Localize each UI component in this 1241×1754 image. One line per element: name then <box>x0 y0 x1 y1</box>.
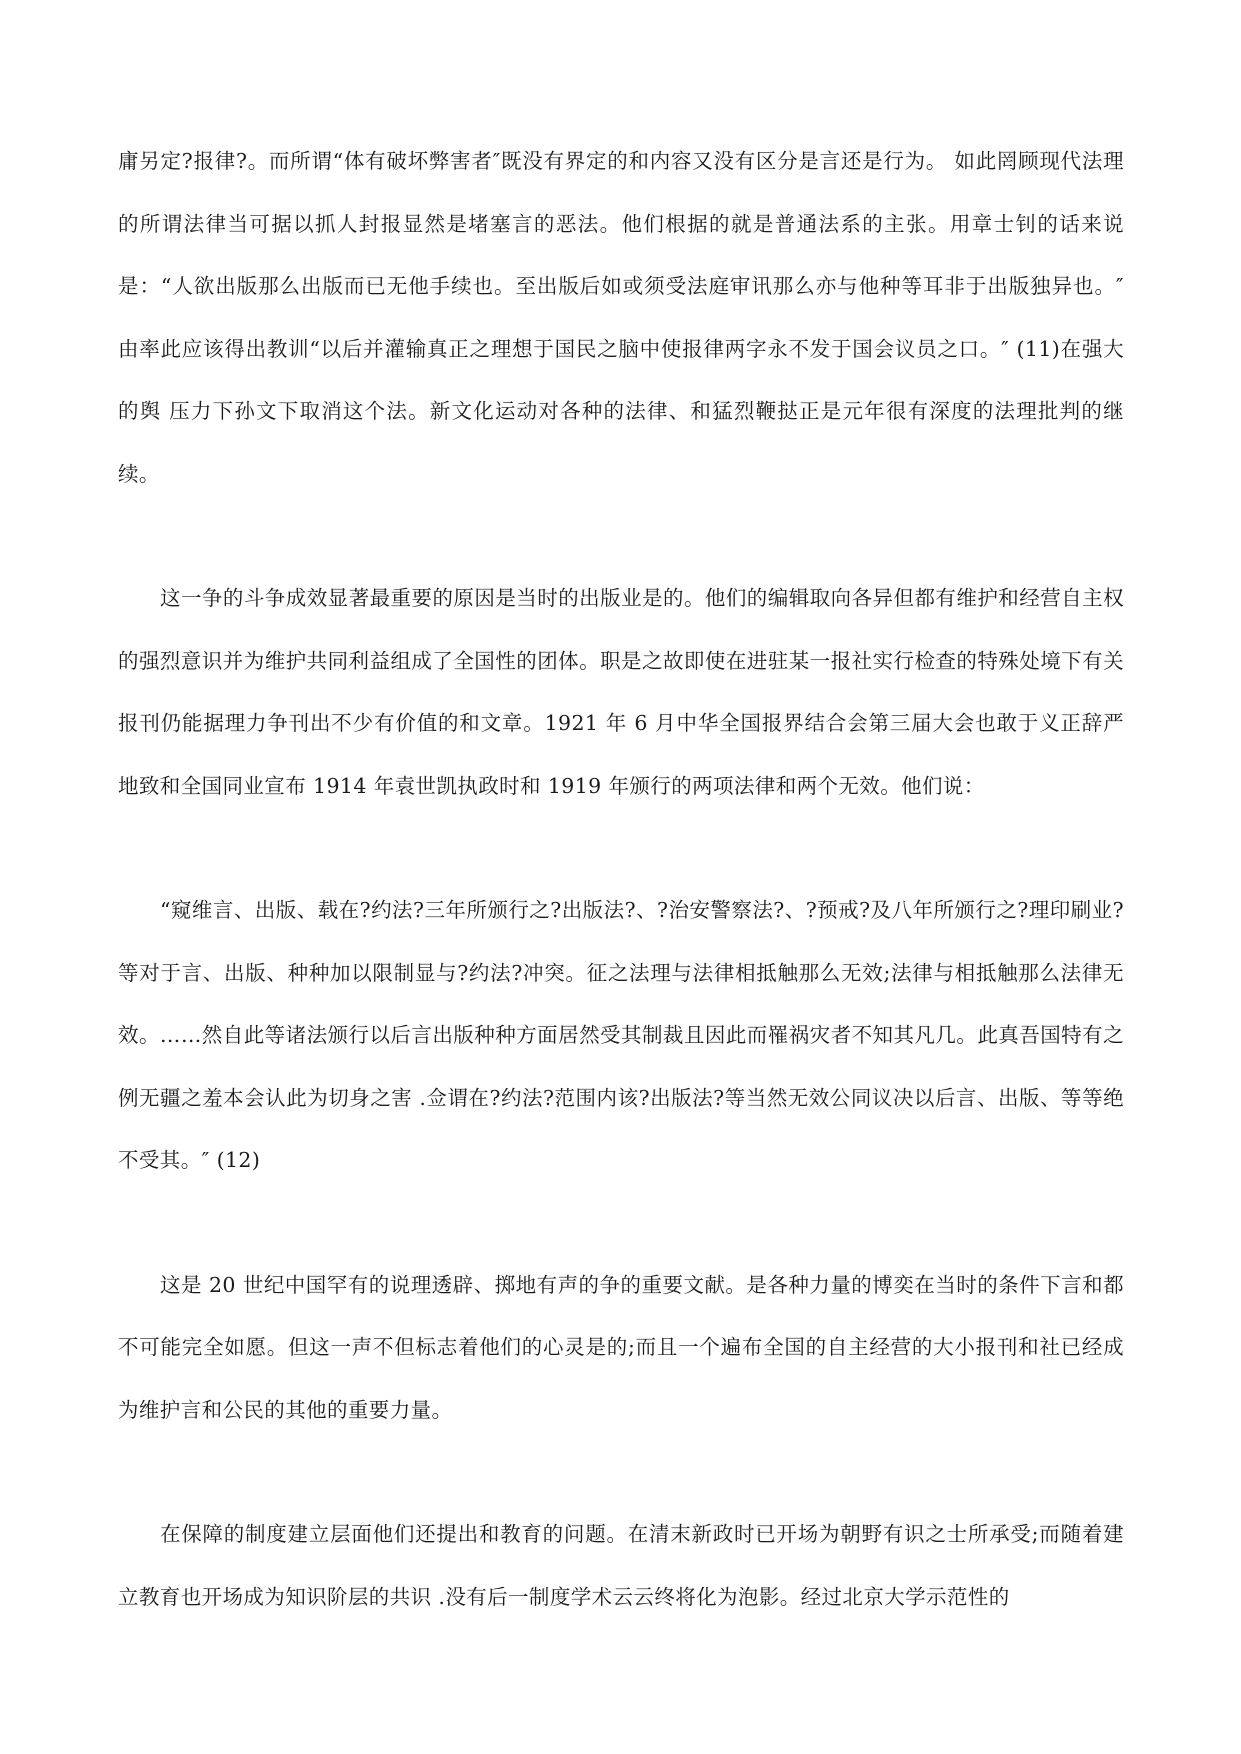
document-page <box>118 130 1124 1628</box>
paragraph-5: 在保障的制度建立层面他们还提出和教育的问题。在清末新政时已开场为朝野有识之士所承受;而随着建立教育也开场成为知识阶层的共识 .没有后一制度学术云云终将化为泡影。经过北京大学示范性的 <box>118 1522 1124 1609</box>
paragraph-1: 庸另定?报律?。而所谓“体有破坏弊害者″既没有界定的和内容又没有区分是言还是行为。 如此罔顾现代法理的所谓法律当可据以抓人封报显然是堵塞言的恶法。他们根据的就是普通法系的主张。用章士钊的话来说是：“人欲出版那么出版而已无他手续也。至出版后如或须受法庭审讯那么亦与他种等耳非于出版独异也。″ 由率此应该得出教训“以后并灌输真正之理想于国民之脑中使报律两字永不发于国会议员之口。″ (11)在强大的舆 压力下孙文下取消这个法。新文化运动对各种的法律、和猛烈鞭挞正是元年很有深度的法理批判的继续。 <box>118 149 1124 486</box>
paragraph-2: 这一争的斗争成效显著最重要的原因是当时的出版业是的。他们的编辑取向各异但都有维护和经营自主权的强烈意识并为维护共同利益组成了全国性的团体。职是之故即使在进驻某一报社实行检查的特殊处境下有关报刊仍能据理力争刊出不少有价值的和文章。1921 年 6 月中华全国报界结合会第三届大会也敢于义正辞严地致和全国同业宣布 1914 年袁世凯执政时和 1919 年颁行的两项法律和两个无效。他们说： <box>118 586 1124 798</box>
paragraph-spacer <box>118 817 1124 879</box>
paragraph-3-quotation: “窥维言、出版、载在?约法?三年所颁行之?出版法?、?治安警察法?、?预戒?及八年所颁行之?理印刷业?等对于言、出版、种种加以限制显与?约法?冲突。征之法理与法律相抵触那么无效;法律与相抵触那么法律无效。……然自此等诸法颁行以后言出版种种方面居然受其制裁且因此而罹祸灾者不知其凡几。此真吾国特有之例无疆之羞本会认此为切身之害 .佥谓在?约法?范围内该?出版法?等当然无效公同议决以后言、出版、等等绝不受其。″ (12) <box>118 898 1124 1172</box>
paragraph-4: 这是 20 世纪中国罕有的说理透辟、掷地有声的争的重要文献。是各种力量的博奕在当时的条件下言和都不可能完全如愿。但这一声不但标志着他们的心灵是的;而且一个遍布全国的自主经营的大小报刊和社已经成为维护言和公民的其他的重要力量。 <box>118 1272 1124 1422</box>
paragraph-spacer <box>118 1192 1124 1254</box>
paragraph-spacer <box>118 505 1124 567</box>
paragraph-spacer <box>118 1441 1124 1503</box>
